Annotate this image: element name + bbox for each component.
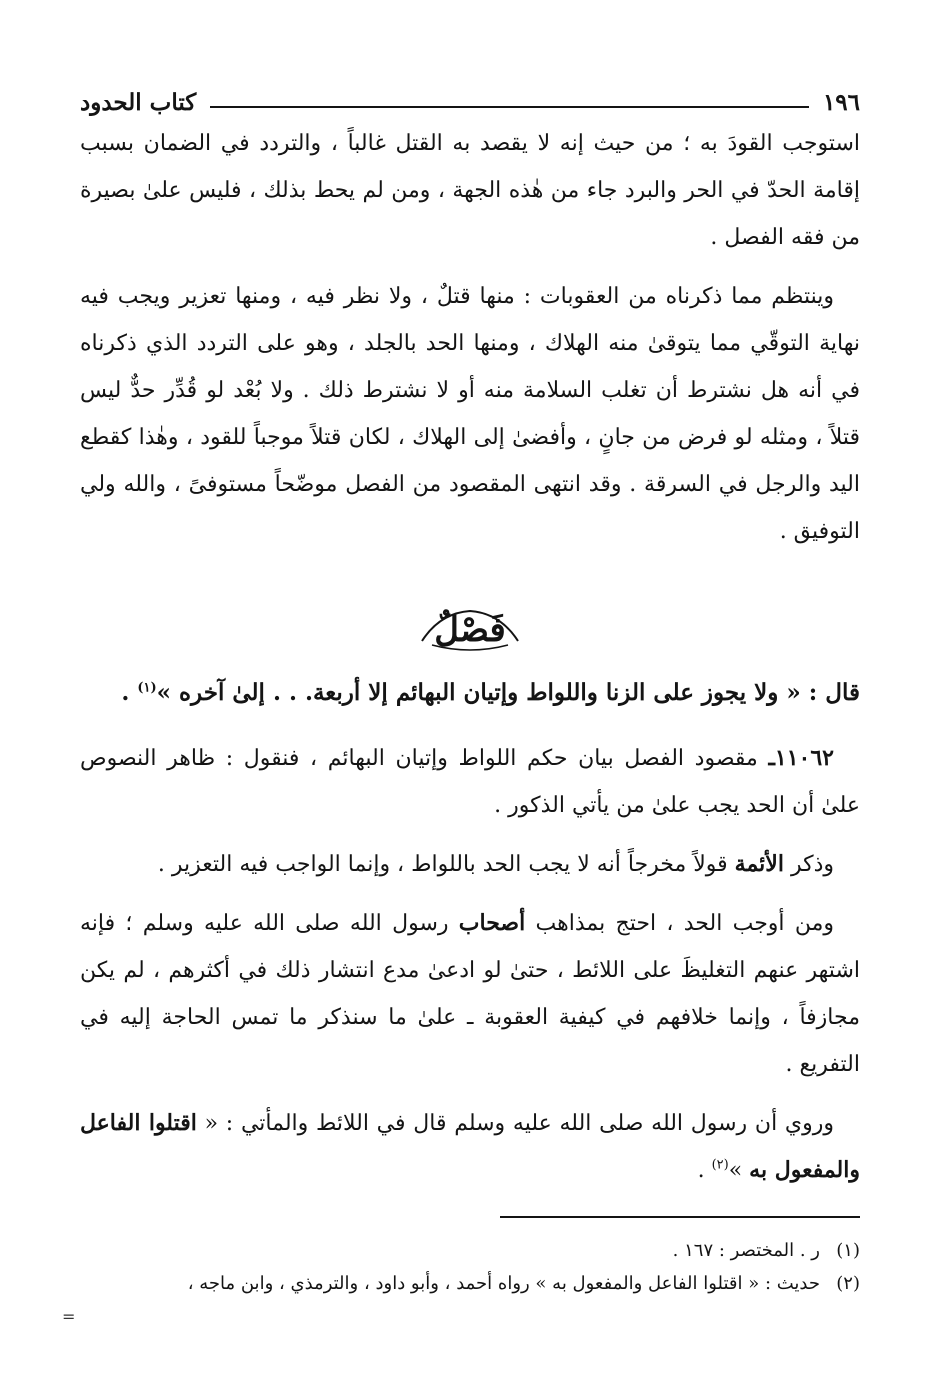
continuation-mark: = [62,1307,76,1326]
paragraph-4 [80,841,860,888]
quote-text: قال : « ولا يجوز على الزنا واللواط وإتيان البهائم إلا أربعة. . . إلىٰ آخره » [156,679,860,706]
footnote-separator [500,1216,860,1218]
footnote-1-text: ر . المختصر : ١٦٧ . [672,1240,820,1261]
footnote-ref-2: (٢) [711,1157,729,1173]
section-heading: فَصْلٌ [434,610,506,650]
hadith-quote: اقتلوا الفاعل والمفعول به [80,1110,860,1183]
paragraph-4-text-b: قولاً مخرجاً أنه لا يجب الحد باللواط ، وإنما الواجب فيه التعزير . [157,852,735,877]
footnote-1-number: (١) [836,1240,860,1261]
bold-term-ashab: أصحاب [458,910,526,936]
footnote-ref-1: (١) [137,680,157,696]
paragraph-3-text: مقصود الفصل بيان حكم اللواط وإتيان البهائم ، فنقول : ظاهر النصوص علىٰ أن الحد يجب علىٰ من يأتي الذكور . [80,746,860,818]
running-header [80,80,860,116]
paragraph-6 [80,1100,860,1194]
quoted-rule [80,669,860,717]
paragraph-1: استوجب القودَ به ؛ من حيث إنه لا يقصد به القتل غالباً ، والتردد في الضمان بسبب إقامة الحدّ في الحر والبرد جاء من هٰذه الجهة ، ومن لم يحط بذلك ، فليس علىٰ بصيرة من فقه الفصل . [80,131,860,250]
quote-end: . [121,679,138,706]
paragraph-2: وينتظم مما ذكرناه من العقوبات : منها قتلٌ ، ولا نظر فيه ، ومنها تعزير ويجب فيه نهاية التوقّي مما يتوقىٰ منه الهلاك ، ومنها الحد بالجلد ، وهو على التردد الذي ذكرناه في أنه هل نشترط أن تغلب السلامة منه أو لا نشترط ذلك . ولا بُعْد لو قُدِّر حدٌّ ليس قتلاً ، ومثله لو فرض من جانٍ ، وأفضىٰ إلى الهلاك ، لكان قتلاً موجباً للقود ، وهٰذا كقطع اليد والرجل في السرقة . وقد انتهى المقصود من الفصل موضّحاً مستوفىً ، والله ولي التوفيق . [80,284,860,544]
bold-term-aimma: الأئمة [734,851,784,877]
section-ornament [80,593,860,661]
footnote-2 [80,1267,860,1300]
page-number: ١٩٦ [822,89,860,116]
book-page [80,80,860,1300]
header-rule [210,106,809,108]
paragraph-6-text-a: وروي أن رسول الله صلى الله عليه وسلم قال في اللائط والمأتي : « [196,1111,834,1136]
book-title: كتاب الحدود [80,89,197,116]
paragraph-4-text-a: وذكر [783,852,834,877]
paragraph-3 [80,735,860,829]
footnote-2-text: حديث : « اقتلوا الفاعل والمفعول به » رواه أحمد ، وأبو داود ، والترمذي ، وابن ماجه ، [187,1273,820,1294]
issue-number: ١١٠٦٢ـ [768,745,834,771]
paragraph-5-text-a: ومن أوجب الحد ، احتج بمذاهب [525,911,834,936]
section-heading-calligraphy [410,593,530,661]
paragraph-6-text-b: » [728,1158,750,1183]
paragraph-5 [80,900,860,1088]
paragraph-6-end: . [697,1158,712,1183]
paragraph-5-text-b: رسول الله صلى الله عليه وسلم ؛ فإنه اشتهر عنهم التغليظَ على اللائط ، حتىٰ لو ادعىٰ مدع انتشار ذلك في أكثرهم ، لم يكن مجازفاً ، وإنما خلافهم في كيفية العقوبة ـ علىٰ ما سنذكر ما تمس الحاجة إليه في التفريع . [80,911,860,1077]
footnote-2-number: (٢) [836,1273,860,1294]
footnote-1 [80,1234,860,1267]
